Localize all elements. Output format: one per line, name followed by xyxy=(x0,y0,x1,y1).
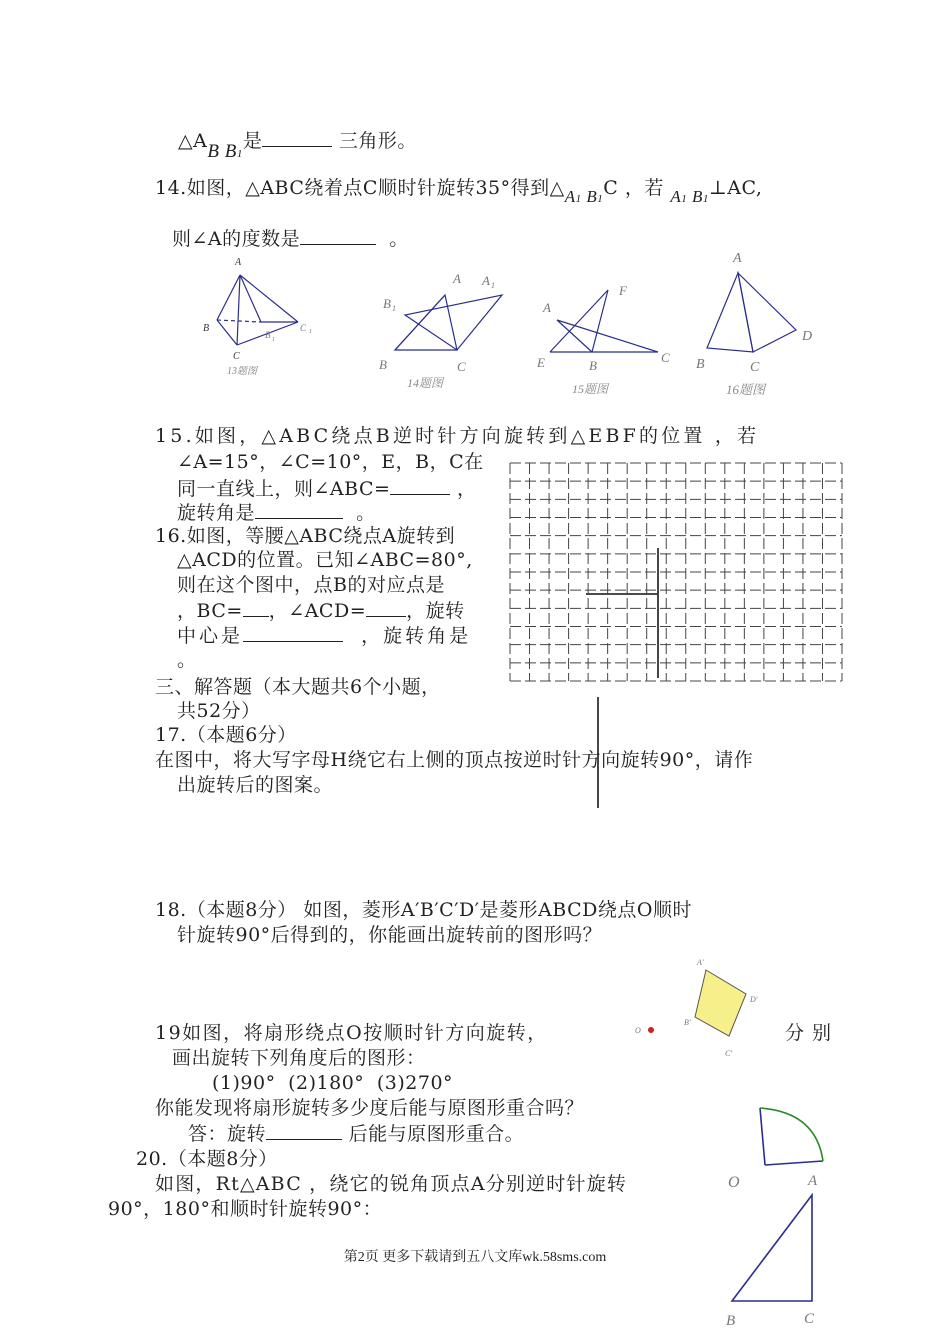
q15-line2: ∠A=15°，∠C=10°，E，B，C在 xyxy=(177,451,484,473)
q18-line2: 针旋转90°后得到的，你能画出旋转前的图形吗？ xyxy=(177,924,603,946)
q16-blank-bc[interactable] xyxy=(243,598,269,617)
f13-ab xyxy=(217,275,240,320)
f13-caption: 13题图 xyxy=(227,366,257,377)
f14-triangle-abc xyxy=(395,295,457,350)
q19-line1: 19如图，将扇形绕点O按顺时针方向旋转， xyxy=(155,1022,548,1044)
q16-blank-center[interactable] xyxy=(243,623,343,642)
rhombus-label-a1: A' xyxy=(697,958,704,967)
f15-ac xyxy=(557,320,658,352)
q18-line1: 18.（本题8分） 如图，菱形A′B′C′D′是菱形ABCD绕点O顺时 xyxy=(155,899,692,921)
q15-line4: 旋转角是 。 xyxy=(177,502,376,524)
f14-label-b1: B xyxy=(383,296,391,311)
f13-bc xyxy=(217,320,237,345)
svg-text:1: 1 xyxy=(309,329,312,335)
q16-line3: 则在这个图中，点B的对应点是 xyxy=(177,574,445,596)
f14-label-c: C xyxy=(457,359,466,374)
rhombus-a1b1c1d1 xyxy=(695,970,746,1036)
triangle-label-a: A xyxy=(808,1173,818,1189)
q15-blank-abc[interactable] xyxy=(390,476,450,495)
svg-text:1: 1 xyxy=(491,281,495,290)
figure-13 xyxy=(195,255,325,380)
q15-line1: 15.如图，△ABC绕点B逆时针方向旋转到△EBF的位置 ，若 xyxy=(155,425,760,447)
svg-text:1: 1 xyxy=(392,304,396,313)
figure-14 xyxy=(375,265,515,395)
rhombus-label-o: O xyxy=(635,1026,641,1035)
figure-16 xyxy=(690,248,830,398)
point-o-dot xyxy=(648,1027,654,1033)
svg-text:1: 1 xyxy=(272,337,275,343)
section3-points: 共52分） xyxy=(177,700,261,722)
f13-label-c: C xyxy=(233,351,240,362)
rhombus-label-c1: C' xyxy=(725,1049,733,1058)
q16-line6: 。 xyxy=(177,649,197,671)
q14-line1: 14.如图，△ABC绕着点C顺时针旋转35°得到△A1 B1C ，若 A1 B1⊥AC, xyxy=(155,177,763,206)
f13-ab1 xyxy=(240,275,261,322)
rhombus-label-b1: B' xyxy=(684,1018,691,1027)
q17-head: 17.（本题6分） xyxy=(155,724,297,746)
q13-subs: B B xyxy=(207,141,237,162)
f16-label-b: B xyxy=(696,357,705,372)
f13-ac xyxy=(237,275,240,345)
f14-label-b: B xyxy=(379,357,387,372)
q15-blank-angle[interactable] xyxy=(255,500,343,519)
f14-caption: 14题图 xyxy=(407,376,444,390)
q16-line1: 16.如图，等腰△ABC绕点A旋转到 xyxy=(155,525,456,547)
sector-label-o: O xyxy=(728,1174,740,1191)
page-footer: 第2页 更多下载请到五八文库wk.58sms.com xyxy=(343,1250,607,1265)
sector-radius-left xyxy=(760,1108,765,1165)
f13-label-b1: B xyxy=(265,330,271,340)
q20-head: 20.（本题8分） xyxy=(136,1148,278,1170)
q19-line3: (1)90° (2)180° (3)270° xyxy=(212,1072,454,1094)
q17-line2: 出旋转后的图案。 xyxy=(177,774,334,796)
f15-caption: 15题图 xyxy=(572,382,609,396)
f14-label-a: A xyxy=(453,271,461,286)
f15-label-f: F xyxy=(619,283,627,298)
f15-label-e: E xyxy=(537,355,545,370)
q14-line2: 则∠A的度数是 。 xyxy=(172,228,409,250)
figure-15 xyxy=(535,280,680,400)
q16-line2: △ACD的位置。已知∠ABC=80°, xyxy=(177,549,473,571)
f14-label-a1: A xyxy=(482,273,490,288)
q16-blank-acd[interactable] xyxy=(366,598,406,617)
f16-caption: 16题图 xyxy=(726,382,766,397)
f15-label-b: B xyxy=(589,358,597,373)
q17-line1: 在图中，将大写字母H绕它右上侧的顶点按逆时针方向旋转90°，请作 xyxy=(155,749,754,771)
f13-label-a: A xyxy=(235,257,242,268)
q19-line1-right: 分别 xyxy=(785,1022,840,1044)
f16-label-d: D xyxy=(802,329,813,344)
f15-ab xyxy=(557,320,592,352)
triangle-label-b: B xyxy=(726,1313,736,1329)
q16-line4: ，BC= ，∠ACD= ，旋转 xyxy=(177,600,465,622)
q13-tail: △AB B1是 三角形。 xyxy=(178,130,417,162)
f16-label-a: A xyxy=(733,251,742,266)
q19-blank[interactable] xyxy=(266,1121,342,1140)
f16-triangle-acd xyxy=(738,273,796,352)
triangle-label-c: C xyxy=(804,1311,815,1327)
q19-line2: 画出旋转下列角度后的图形： xyxy=(172,1047,426,1069)
q16-line5: 中心是 ，旋转角是 xyxy=(177,625,472,647)
f13-label-b: B xyxy=(203,323,210,334)
f13-bb1-dashed xyxy=(217,320,261,322)
f16-label-c: C xyxy=(750,360,760,375)
f13-label-c1: C xyxy=(300,323,307,333)
f15-label-a: A xyxy=(543,300,551,315)
q19-line4: 你能发现将扇形旋转多少度后能与原图形重合吗？ xyxy=(155,1097,585,1119)
q14-blank[interactable] xyxy=(300,226,376,245)
rhombus-figure xyxy=(630,950,770,1065)
rhombus-label-d1: D' xyxy=(750,995,758,1004)
f13-ac1 xyxy=(240,275,298,322)
section3-title: 三、解答题（本大题共6个小题， xyxy=(155,676,441,698)
sector-arc xyxy=(760,1108,823,1161)
q19-line5: 答：旋转 后能与原图形重合。 xyxy=(188,1123,525,1145)
f15-label-c: C xyxy=(661,350,670,365)
q20-line1: 如图，Rt△ABC ，绕它的锐角顶点A分别逆时针旋转 xyxy=(155,1173,628,1195)
q13-blank[interactable] xyxy=(262,128,332,147)
q15-line3: 同一直线上，则∠ABC= ， xyxy=(177,478,477,500)
q20-line2: 90°，180°和顺时针旋转90°： xyxy=(108,1198,383,1220)
